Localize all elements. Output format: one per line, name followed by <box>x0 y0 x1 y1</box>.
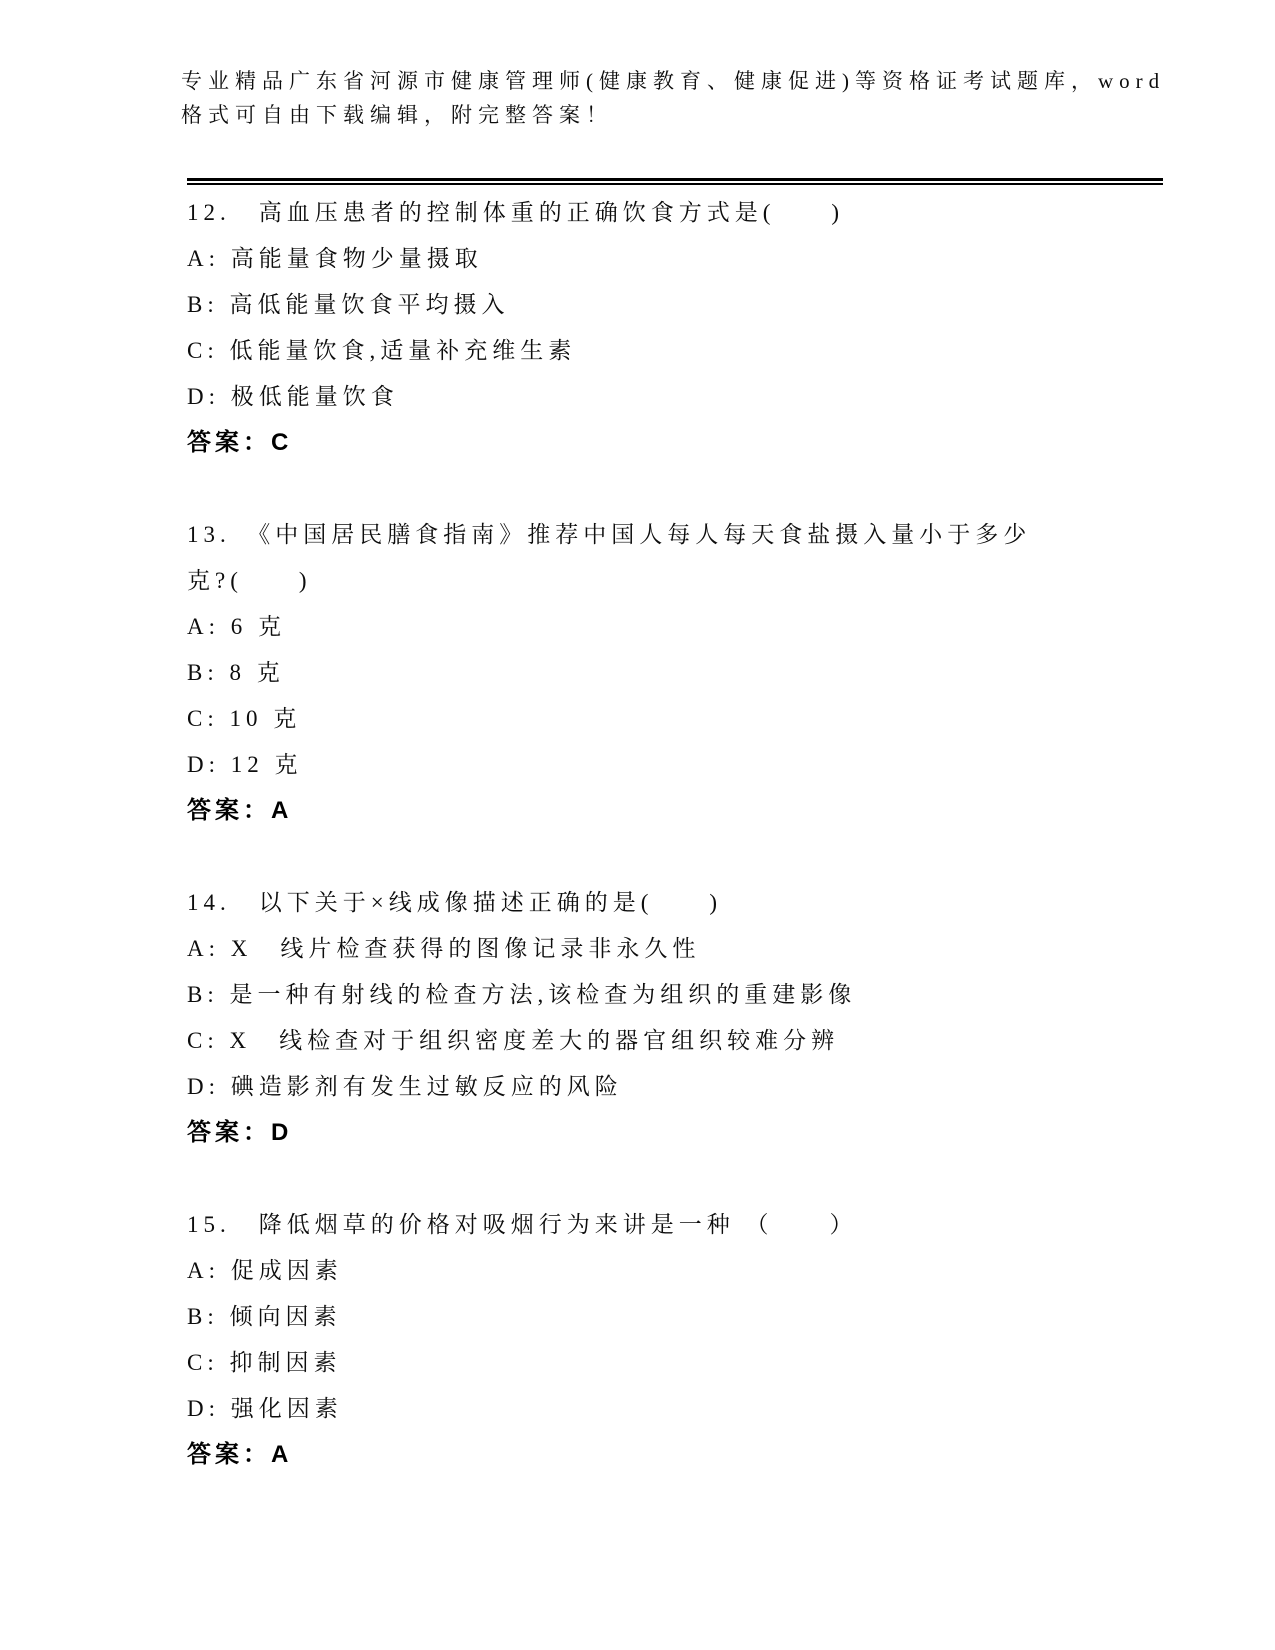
question-15-option-d: D: 强化因素 <box>187 1396 343 1421</box>
question-block-12 <box>187 190 1177 466</box>
question-13-option-d: D: 12 克 <box>187 752 303 777</box>
question-15-option-a: A: 促成因素 <box>187 1258 343 1283</box>
header-line-2: 格式可自由下载编辑，附完整答案！ <box>181 103 613 127</box>
question-15-title: 15. 降低烟草的价格对吸烟行为来讲是一种 （ ） <box>187 1212 858 1237</box>
questions-area <box>187 190 1177 1478</box>
header-divider-rule <box>187 178 1163 185</box>
question-15-option-b: B: 倾向因素 <box>187 1304 342 1329</box>
question-13-option-b: B: 8 克 <box>187 660 285 685</box>
question-block-14 <box>187 880 1177 1156</box>
question-block-13 <box>187 512 1177 834</box>
question-14-option-d: D: 碘造影剂有发生过敏反应的风险 <box>187 1074 623 1099</box>
question-14-answer: 答案：D <box>187 1119 293 1146</box>
question-15-answer: 答案：A <box>187 1441 293 1468</box>
question-12-option-a: A: 高能量食物少量摄取 <box>187 246 483 271</box>
header-line-1: 专业精品广东省河源市健康管理师(健康教育、健康促进)等资格证考试题库，word <box>181 69 1166 93</box>
question-13-option-a: A: 6 克 <box>187 614 286 639</box>
question-14-option-a: A: X 线片检查获得的图像记录非永久性 <box>187 936 701 961</box>
question-12-answer: 答案：C <box>187 429 293 456</box>
question-13-option-c: C: 10 克 <box>187 706 302 731</box>
question-12-option-c: C: 低能量饮食,适量补充维生素 <box>187 338 577 363</box>
question-block-15 <box>187 1202 1177 1478</box>
question-14-option-c: C: X 线检查对于组织密度差大的器官组织较难分辨 <box>187 1028 840 1053</box>
question-13-answer: 答案：A <box>187 797 293 824</box>
question-12-title: 12. 高血压患者的控制体重的正确饮食方式是( ) <box>187 200 845 225</box>
question-15-option-c: C: 抑制因素 <box>187 1350 342 1375</box>
document-header <box>181 64 1191 132</box>
question-12-option-d: D: 极低能量饮食 <box>187 384 399 409</box>
question-14-option-b: B: 是一种有射线的检查方法,该检查为组织的重建影像 <box>187 982 857 1007</box>
question-12-option-b: B: 高低能量饮食平均摄入 <box>187 292 510 317</box>
question-14-title: 14. 以下关于×线成像描述正确的是( ) <box>187 890 723 915</box>
question-13-title-line-2: 克?( ) <box>187 568 312 593</box>
question-13-title-line-1: 13. 《中国居民膳食指南》推荐中国人每人每天食盐摄入量小于多少 <box>187 522 1032 547</box>
